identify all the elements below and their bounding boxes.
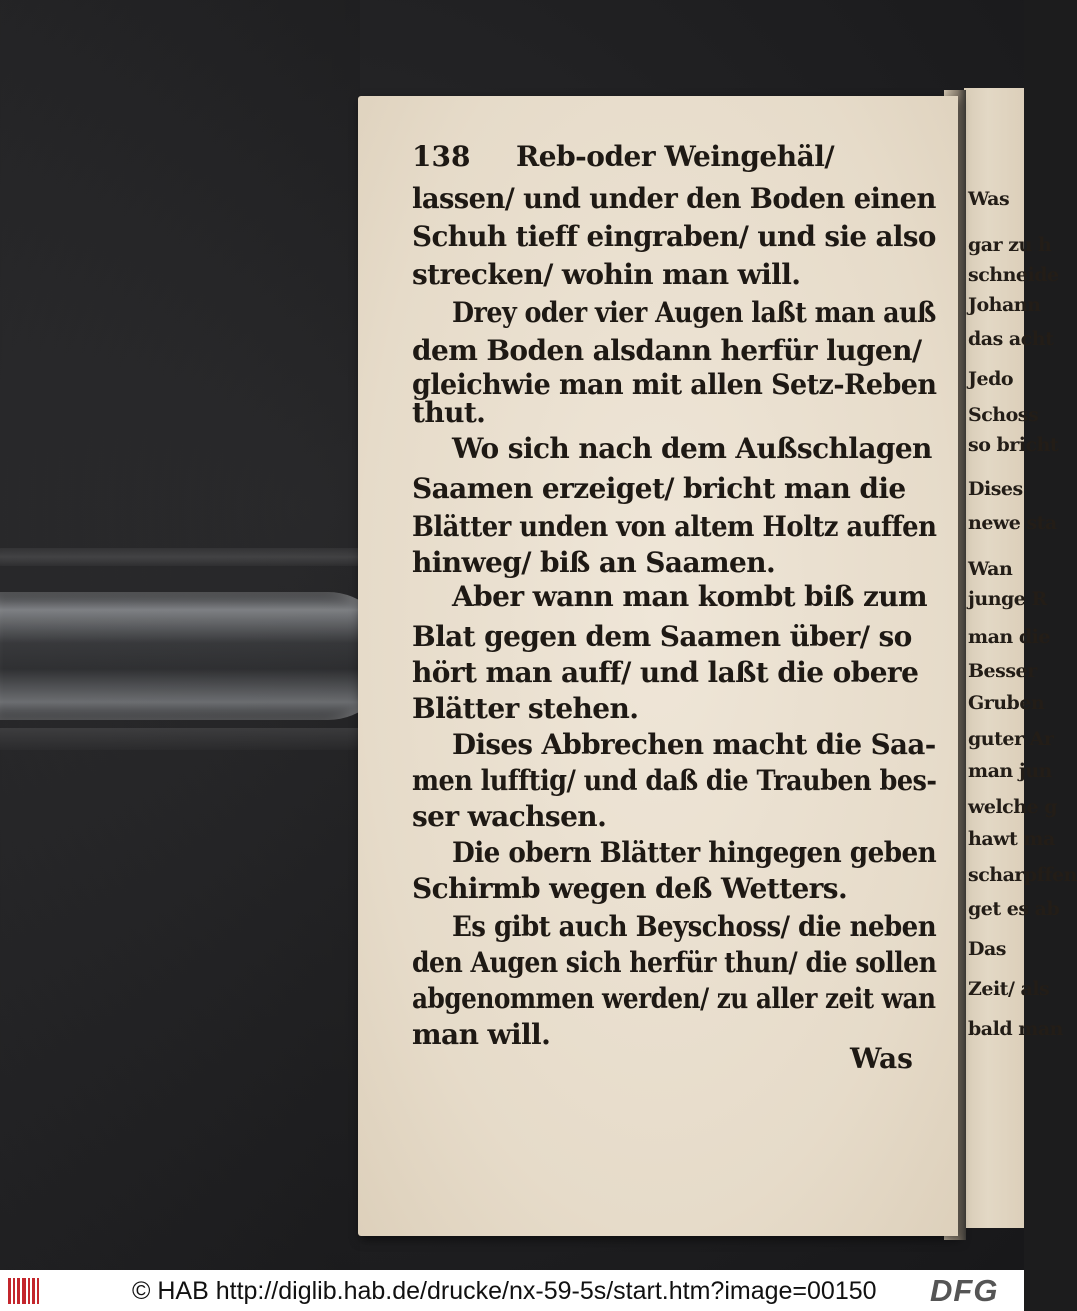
text-line: lassen/ und under den Boden einen	[412, 182, 936, 215]
facing-fragment: get es ab	[968, 898, 1060, 920]
facing-fragment: guter Ar	[968, 728, 1054, 750]
text-line: Es gibt auch Beyschoss/ die neben	[452, 910, 937, 943]
text-line: ser wachsen.	[412, 800, 607, 833]
facing-fragment: Schoss	[968, 404, 1039, 426]
text-line: Blätter unden von altem Holtz auffen	[412, 510, 937, 543]
text-line: thut.	[412, 396, 486, 429]
glass-weight-edge	[0, 728, 380, 750]
running-head: Reb-oder Weingehäl/	[516, 140, 835, 173]
text-line: Schuh tieff eingraben/ und sie also	[412, 220, 936, 253]
text-line: Schirmb wegen deß Wetters.	[412, 872, 848, 905]
text-line: hinweg/ biß an Saamen.	[412, 546, 776, 579]
facing-fragment: man jun	[968, 760, 1052, 782]
facing-fragment: Johann	[968, 294, 1041, 316]
text-line: Blat gegen dem Saamen über/ so	[412, 620, 912, 653]
facing-fragment: Besser	[968, 660, 1037, 682]
text-line: Saamen erzeiget/ bricht man die	[412, 472, 906, 505]
facing-fragment: scharpffen	[968, 864, 1077, 886]
facing-fragment: Gruben	[968, 692, 1045, 714]
text-line: den Augen sich herfür thun/ die sollen	[412, 946, 937, 979]
text-line: gleichwie man mit allen Setz-Reben	[412, 368, 937, 401]
copyright-link[interactable]: © HAB http://diglib.hab.de/drucke/nx-59-5s/start.htm?image=00150	[132, 1277, 877, 1305]
facing-page	[964, 88, 1077, 1228]
facing-fragment: Dises	[968, 478, 1023, 500]
facing-fragment: man die	[968, 626, 1050, 648]
text-line: dem Boden alsdann herfür lugen/	[412, 334, 922, 367]
text-line: hört man auff/ und laßt die obere	[412, 656, 919, 689]
text-line: men lufftig/ und daß die Trauben bes-	[412, 764, 937, 797]
facing-fragment: welche g	[968, 796, 1058, 818]
facing-fragment: das acht	[968, 328, 1054, 350]
page-number: 138	[412, 140, 471, 173]
facing-fragment: so bricht	[968, 434, 1059, 456]
text-line: Die obern Blätter hingegen geben	[452, 836, 937, 869]
facing-fragment: bald man	[968, 1018, 1063, 1040]
facing-fragment: hawt ma	[968, 828, 1055, 850]
text-line: Dises Abbrechen macht die Saa-	[452, 728, 936, 761]
dfg-logo: DFG	[930, 1273, 999, 1308]
catchword: Was	[850, 1042, 913, 1075]
facing-fragment: Das	[968, 938, 1006, 960]
text-line: Aber wann man kombt biß zum	[452, 580, 928, 613]
glass-weight-edge	[0, 548, 380, 566]
glass-weight	[0, 592, 392, 720]
text-line: Wo sich nach dem Außschlagen	[452, 432, 932, 465]
text-line: Blätter stehen.	[412, 692, 639, 725]
facing-fragment: Wan	[968, 558, 1013, 580]
text-line: strecken/ wohin man will.	[412, 258, 801, 291]
facing-fragment: schneide	[968, 264, 1059, 286]
text-line: Drey oder vier Augen laßt man auß	[452, 296, 936, 329]
facing-fragment: newe sta	[968, 512, 1057, 534]
text-line: abgenommen werden/ zu aller zeit wan	[412, 982, 936, 1015]
barcode-icon	[8, 1278, 42, 1304]
page-header	[412, 140, 842, 180]
facing-fragment: gar zu h	[968, 234, 1052, 256]
facing-fragment: Was	[968, 188, 1010, 210]
text-line: man will.	[412, 1018, 551, 1051]
facing-fragment: junge R	[968, 588, 1047, 610]
facing-fragment: Jedo	[968, 368, 1014, 390]
facing-fragment: Zeit/ als	[968, 978, 1050, 1000]
